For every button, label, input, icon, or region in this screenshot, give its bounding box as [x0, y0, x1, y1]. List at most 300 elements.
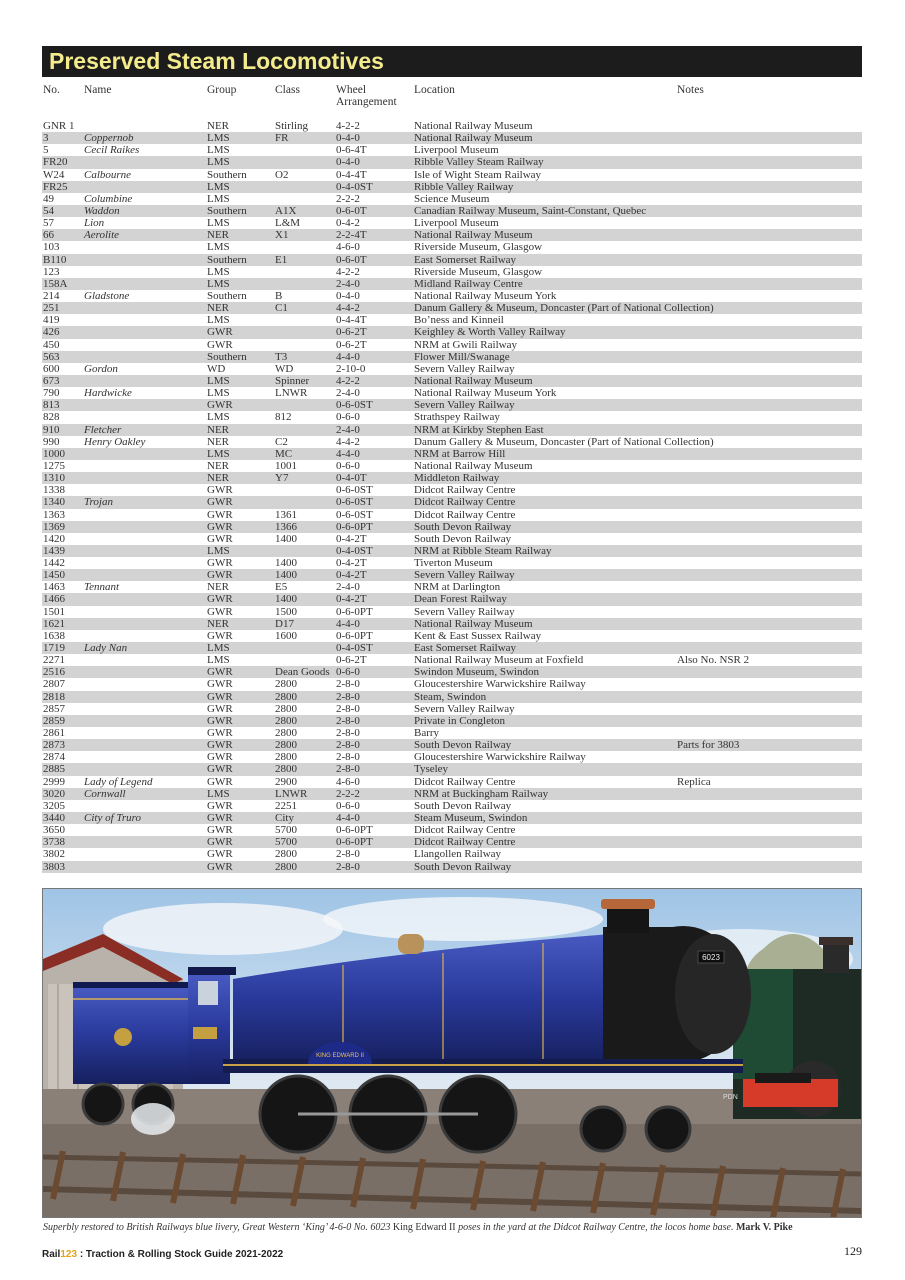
- cell-wheel: 2-4-0: [336, 423, 360, 436]
- cell-class: 2800: [275, 739, 297, 752]
- cell-class: Spinner: [275, 374, 310, 387]
- cell-no: 1466: [43, 593, 65, 606]
- cell-wheel: 0-4-2T: [336, 532, 367, 545]
- cell-loc: National Railway Museum York: [414, 387, 557, 400]
- cell-loc: Science Museum: [414, 192, 490, 205]
- cell-no: 2861: [43, 727, 65, 740]
- cell-group: GWR: [207, 824, 233, 837]
- cell-wheel: 4-4-2: [336, 435, 360, 448]
- cell-wheel: 0-6-0: [336, 411, 360, 424]
- cell-group: GWR: [207, 836, 233, 849]
- cell-group: GWR: [207, 812, 233, 825]
- cell-group: GWR: [207, 532, 233, 545]
- cell-wheel: 0-6-0ST: [336, 496, 373, 509]
- cell-name: Lady of Legend: [84, 775, 153, 788]
- cell-no: FR25: [43, 180, 68, 193]
- cell-name: Calbourne: [84, 168, 132, 181]
- cell-wheel: 4-2-2: [336, 265, 360, 278]
- cell-no: 1719: [43, 642, 65, 655]
- table-row: [42, 666, 862, 678]
- cell-group: LMS: [207, 642, 230, 655]
- cell-class: O2: [275, 168, 289, 181]
- table-row: [42, 460, 862, 472]
- cell-group: GWR: [207, 860, 233, 873]
- cell-loc: Gloucestershire Warwickshire Railway: [414, 751, 586, 764]
- cell-wheel: 0-6-2T: [336, 338, 367, 351]
- cell-no: 2885: [43, 763, 65, 776]
- cell-group: NER: [207, 302, 229, 315]
- cell-wheel: 0-6-0: [336, 799, 360, 812]
- buffer-plate-text: PDN: [723, 1094, 738, 1101]
- table-row: [42, 375, 862, 387]
- cell-wheel: 2-2-2: [336, 192, 360, 205]
- cell-wheel: 0-4-0: [336, 289, 360, 302]
- table-row: [42, 496, 862, 508]
- cell-notes: Parts for 3803: [677, 739, 740, 752]
- cell-class: D17: [275, 617, 294, 630]
- cell-loc: Danum Gallery & Museum, Doncaster (Part of National Collection): [414, 302, 714, 315]
- cell-loc: National Railway Museum York: [414, 289, 557, 302]
- cell-group: GWR: [207, 763, 233, 776]
- cell-loc: Gloucestershire Warwickshire Railway: [414, 678, 586, 691]
- cell-loc: Ribble Valley Railway: [414, 180, 514, 193]
- cell-wheel: 2-8-0: [336, 678, 360, 691]
- cell-class: 2800: [275, 727, 297, 740]
- cell-wheel: 0-4-0ST: [336, 642, 373, 655]
- cell-no: 1310: [43, 472, 65, 485]
- cell-wheel: 0-4-4T: [336, 168, 367, 181]
- cell-class: 1500: [275, 605, 297, 618]
- cell-loc: South Devon Railway: [414, 532, 512, 545]
- cell-name: Cecil Raikes: [84, 144, 140, 157]
- cell-no: 158A: [43, 277, 68, 290]
- cell-name: Hardwicke: [84, 387, 132, 400]
- cell-no: 5: [43, 144, 49, 157]
- cell-wheel: 4-4-0: [336, 350, 360, 363]
- cell-loc: NRM at Barrow Hill: [414, 447, 506, 460]
- cell-no: 3: [43, 132, 49, 145]
- cell-class: 2900: [275, 775, 297, 788]
- cell-wheel: 2-8-0: [336, 860, 360, 873]
- cell-wheel: 0-6-4T: [336, 144, 367, 157]
- cell-loc: Strathspey Railway: [414, 411, 500, 424]
- cell-class: Y7: [275, 472, 289, 485]
- cell-group: Southern: [207, 253, 247, 266]
- cell-no: 2516: [43, 666, 65, 679]
- cell-no: 1338: [43, 484, 65, 497]
- table-row: [42, 351, 862, 363]
- cell-group: LMS: [207, 314, 230, 327]
- cell-name: City of Truro: [84, 812, 142, 825]
- table-row: [42, 848, 862, 860]
- cell-loc: Ribble Valley Steam Railway: [414, 156, 544, 169]
- cell-loc: Liverpool Museum: [414, 144, 499, 157]
- cell-no: 3440: [43, 812, 65, 825]
- cell-group: GWR: [207, 678, 233, 691]
- cell-wheel: 0-4-2T: [336, 557, 367, 570]
- cell-no: 910: [43, 423, 60, 436]
- header-name: Name: [84, 84, 112, 96]
- cell-loc: Isle of Wight Steam Railway: [414, 168, 542, 181]
- cell-group: Southern: [207, 168, 247, 181]
- cell-group: GWR: [207, 605, 233, 618]
- page-title: Preserved Steam Locomotives: [42, 46, 862, 77]
- buffer-beam: [743, 1079, 838, 1107]
- cell-group: NER: [207, 435, 229, 448]
- cell-no: FR20: [43, 156, 68, 169]
- cell-no: 1450: [43, 569, 65, 582]
- cell-group: LMS: [207, 654, 230, 667]
- table-row: [42, 387, 862, 399]
- cell-loc: Steam Museum, Swindon: [414, 812, 528, 825]
- cell-class: E5: [275, 581, 288, 594]
- cell-group: WD: [207, 362, 226, 375]
- cell-no: 1501: [43, 605, 65, 618]
- cell-wheel: 2-4-0: [336, 387, 360, 400]
- table-row: [42, 581, 862, 593]
- cell-loc: Didcot Railway Centre: [414, 484, 516, 497]
- table-row: [42, 241, 862, 253]
- cell-no: 66: [43, 229, 54, 242]
- cell-loc: East Somerset Railway: [414, 253, 517, 266]
- table-row: [42, 739, 862, 751]
- cell-wheel: 0-4-0T: [336, 472, 367, 485]
- cell-wheel: 0-6-0ST: [336, 508, 373, 521]
- cell-class: LNWR: [275, 787, 308, 800]
- cell-no: 1000: [43, 447, 65, 460]
- cell-wheel: 2-8-0: [336, 714, 360, 727]
- cell-no: 1442: [43, 557, 65, 570]
- cell-wheel: 4-4-0: [336, 617, 360, 630]
- cell-wheel: 2-8-0: [336, 751, 360, 764]
- cell-group: LMS: [207, 241, 230, 254]
- cell-loc: South Devon Railway: [414, 799, 512, 812]
- table-row: [42, 120, 862, 132]
- cell-loc: Tiverton Museum: [414, 557, 493, 570]
- table-row: [42, 788, 862, 800]
- cell-loc: South Devon Railway: [414, 860, 512, 873]
- table-row: [42, 812, 862, 824]
- table-row: [42, 533, 862, 545]
- cell-no: 251: [43, 302, 60, 315]
- cell-no: 563: [43, 350, 60, 363]
- cell-wheel: 0-6-0: [336, 459, 360, 472]
- table-row: [42, 727, 862, 739]
- cell-group: LMS: [207, 217, 230, 230]
- cell-no: 1340: [43, 496, 65, 509]
- cell-wheel: 0-6-0T: [336, 253, 367, 266]
- cell-group: LMS: [207, 277, 230, 290]
- cell-name: Henry Oakley: [84, 435, 146, 448]
- table-row: [42, 290, 862, 302]
- cell-wheel: 0-6-0T: [336, 204, 367, 217]
- cell-group: LMS: [207, 387, 230, 400]
- cell-class: 1361: [275, 508, 297, 521]
- cell-wheel: 0-6-0: [336, 666, 360, 679]
- cell-loc: NRM at Darlington: [414, 581, 501, 594]
- cell-group: GWR: [207, 508, 233, 521]
- cell-name: Gordon: [84, 362, 118, 375]
- table-row: [42, 302, 862, 314]
- table-row: [42, 763, 862, 775]
- cell-wheel: 4-4-2: [336, 302, 360, 315]
- cell-no: 2818: [43, 690, 65, 703]
- cell-loc: NRM at Ribble Steam Railway: [414, 544, 552, 557]
- cell-group: NER: [207, 423, 229, 436]
- cell-loc: Riverside Museum, Glasgow: [414, 241, 543, 254]
- cell-loc: Flower Mill/Swanage: [414, 350, 510, 363]
- cell-no: 2873: [43, 739, 65, 752]
- cell-wheel: 0-6-0ST: [336, 484, 373, 497]
- cell-class: 1400: [275, 532, 297, 545]
- table-row: [42, 569, 862, 581]
- header-notes: Notes: [677, 84, 704, 96]
- cell-class: C1: [275, 302, 288, 315]
- cell-class: FR: [275, 132, 289, 145]
- cell-wheel: 0-4-2T: [336, 569, 367, 582]
- cell-class: T3: [275, 350, 288, 363]
- table-row: [42, 217, 862, 229]
- cell-group: GWR: [207, 520, 233, 533]
- cell-wheel: 2-4-0: [336, 581, 360, 594]
- cell-no: 2857: [43, 702, 65, 715]
- cell-group: LMS: [207, 544, 230, 557]
- cell-class: Dean Goods: [275, 666, 330, 679]
- cell-class: X1: [275, 229, 289, 242]
- cell-no: 790: [43, 387, 60, 400]
- cell-no: 1275: [43, 459, 65, 472]
- table-row: [42, 326, 862, 338]
- cell-no: B110: [43, 253, 67, 266]
- cell-loc: Riverside Museum, Glasgow: [414, 265, 543, 278]
- cell-no: 103: [43, 241, 60, 254]
- cell-name: Waddon: [84, 204, 120, 217]
- table-row: [42, 436, 862, 448]
- table-row: [42, 715, 862, 727]
- cell-no: 1638: [43, 629, 65, 642]
- cell-group: GWR: [207, 326, 233, 339]
- cell-group: GWR: [207, 727, 233, 740]
- cell-class: WD: [275, 362, 294, 375]
- steam: [131, 1103, 175, 1135]
- cell-no: 1439: [43, 544, 65, 557]
- cell-group: NER: [207, 617, 229, 630]
- cell-group: GWR: [207, 569, 233, 582]
- cell-class: 812: [275, 411, 292, 424]
- cell-loc: National Railway Museum: [414, 229, 533, 242]
- table-row: [42, 132, 862, 144]
- cell-group: LMS: [207, 132, 230, 145]
- cell-loc: Private in Congleton: [414, 714, 506, 727]
- cell-wheel: 2-2-2: [336, 787, 360, 800]
- cell-group: LMS: [207, 374, 230, 387]
- cell-group: NER: [207, 581, 229, 594]
- footer-brand-number: 123: [60, 1249, 78, 1260]
- cell-class: B: [275, 289, 283, 302]
- cell-no: 3650: [43, 824, 65, 837]
- cell-class: 2800: [275, 763, 297, 776]
- king-class-locomotive-illustration: [43, 889, 862, 1218]
- header-class: Class: [275, 84, 300, 96]
- cell-wheel: 0-6-0PT: [336, 605, 373, 618]
- nameplate-text: KING EDWARD II: [316, 1053, 364, 1059]
- table-row: [42, 618, 862, 630]
- cell-wheel: 4-4-0: [336, 447, 360, 460]
- cell-class: 2251: [275, 799, 297, 812]
- cell-no: 813: [43, 399, 60, 412]
- cell-no: 1369: [43, 520, 65, 533]
- table-row: [42, 836, 862, 848]
- cell-no: 1420: [43, 532, 65, 545]
- cell-loc: Severn Valley Railway: [414, 605, 515, 618]
- cell-class: 5700: [275, 836, 297, 849]
- cell-wheel: 0-4-0ST: [336, 544, 373, 557]
- cell-no: 3738: [43, 836, 65, 849]
- cell-loc: Kent & East Sussex Railway: [414, 629, 542, 642]
- cell-group: NER: [207, 459, 229, 472]
- cell-wheel: 2-10-0: [336, 362, 366, 375]
- cell-loc: NRM at Buckingham Railway: [414, 787, 549, 800]
- table-row: [42, 642, 862, 654]
- table-row: [42, 169, 862, 181]
- cell-wheel: 4-6-0: [336, 241, 360, 254]
- cell-no: W24: [43, 168, 65, 181]
- cell-name: Cornwall: [84, 787, 126, 800]
- cell-loc: Liverpool Museum: [414, 217, 499, 230]
- cell-loc: Didcot Railway Centre: [414, 508, 516, 521]
- table-row: [42, 678, 862, 690]
- cell-loc: National Railway Museum: [414, 617, 533, 630]
- cell-loc: Llangollen Railway: [414, 848, 502, 861]
- cell-loc: National Railway Museum: [414, 120, 533, 132]
- cell-class: 1400: [275, 569, 297, 582]
- cell-wheel: 4-6-0: [336, 775, 360, 788]
- cell-group: LMS: [207, 447, 230, 460]
- smokebox-number: 6023: [702, 953, 720, 962]
- photo-caption: [43, 1221, 863, 1234]
- table-row: [42, 254, 862, 266]
- cell-name: Columbine: [84, 192, 133, 205]
- table-row: [42, 824, 862, 836]
- table-row: [42, 691, 862, 703]
- cell-loc: Severn Valley Railway: [414, 362, 515, 375]
- cell-class: 5700: [275, 824, 297, 837]
- page-number: 129: [844, 1244, 862, 1258]
- cell-loc: National Railway Museum at Foxfield: [414, 654, 584, 667]
- cell-no: 990: [43, 435, 60, 448]
- cell-wheel: 0-4-0ST: [336, 180, 373, 193]
- cell-wheel: 0-6-2T: [336, 654, 367, 667]
- cell-name: Fletcher: [84, 423, 122, 436]
- table-row: [42, 509, 862, 521]
- table-row: [42, 654, 862, 666]
- cell-wheel: 2-8-0: [336, 763, 360, 776]
- cell-no: 2807: [43, 678, 65, 691]
- cell-wheel: 2-8-0: [336, 727, 360, 740]
- table-row: [42, 266, 862, 278]
- cell-loc: Severn Valley Railway: [414, 569, 515, 582]
- cell-wheel: 0-4-2: [336, 217, 360, 230]
- cell-group: LMS: [207, 411, 230, 424]
- table-row: [42, 861, 862, 873]
- cell-group: GWR: [207, 751, 233, 764]
- table-row: [42, 181, 862, 193]
- cell-name: Aerolite: [84, 229, 120, 242]
- table-row: [42, 156, 862, 168]
- table-row: [42, 800, 862, 812]
- safety-valve-bonnet: [398, 934, 424, 954]
- cell-wheel: 2-2-4T: [336, 229, 367, 242]
- cell-group: LMS: [207, 265, 230, 278]
- cell-class: 2800: [275, 848, 297, 861]
- cell-group: GWR: [207, 399, 233, 412]
- cell-wheel: 4-2-2: [336, 374, 360, 387]
- cell-loc: Bo’ness and Kinneil: [414, 314, 504, 327]
- locomotive-table: [42, 120, 862, 873]
- cell-class: 1600: [275, 629, 297, 642]
- cell-no: 1363: [43, 508, 65, 521]
- cabside-number: [193, 1027, 217, 1039]
- table-row: [42, 751, 862, 763]
- table-row: [42, 339, 862, 351]
- cell-no: 426: [43, 326, 60, 339]
- cell-class: A1X: [275, 204, 297, 217]
- cell-group: GWR: [207, 484, 233, 497]
- cell-class: 2800: [275, 714, 297, 727]
- cell-loc: Keighley & Worth Valley Railway: [414, 326, 566, 339]
- cell-group: Southern: [207, 204, 247, 217]
- cell-wheel: 0-4-0: [336, 156, 360, 169]
- cell-loc: East Somerset Railway: [414, 642, 517, 655]
- cell-loc: Middleton Railway: [414, 472, 500, 485]
- cell-wheel: 2-8-0: [336, 848, 360, 861]
- cell-group: LMS: [207, 787, 230, 800]
- cell-no: 2271: [43, 654, 65, 667]
- cell-class: 2800: [275, 860, 297, 873]
- table-row: [42, 411, 862, 423]
- cell-class: L&M: [275, 217, 301, 230]
- cell-loc: Swindon Museum, Swindon: [414, 666, 539, 679]
- cell-loc: South Devon Railway: [414, 520, 512, 533]
- cell-loc: Severn Valley Railway: [414, 399, 515, 412]
- locomotive-photo: [42, 888, 862, 1218]
- cell-group: GWR: [207, 702, 233, 715]
- cell-group: GWR: [207, 799, 233, 812]
- cell-no: 600: [43, 362, 60, 375]
- cell-loc: Didcot Railway Centre: [414, 836, 516, 849]
- caption-loco-name: King Edward II: [392, 1222, 456, 1233]
- cell-loc: Tyseley: [414, 763, 449, 776]
- cell-group: GWR: [207, 629, 233, 642]
- cell-no: 2874: [43, 751, 65, 764]
- cell-notes: Also No. NSR 2: [677, 654, 750, 667]
- cell-group: NER: [207, 120, 229, 132]
- cell-no: 3020: [43, 787, 65, 800]
- cell-name: Tennant: [84, 581, 120, 594]
- cell-name: Lion: [84, 217, 105, 230]
- table-row: [42, 703, 862, 715]
- cell-no: 3803: [43, 860, 65, 873]
- cell-no: 214: [43, 289, 60, 302]
- cell-no: 3802: [43, 848, 65, 861]
- cell-no: GNR 1: [43, 120, 75, 132]
- cell-class: E1: [275, 253, 288, 266]
- cell-loc: National Railway Museum: [414, 459, 533, 472]
- cell-class: LNWR: [275, 387, 308, 400]
- cell-wheel: 0-6-0PT: [336, 836, 373, 849]
- table-row: [42, 363, 862, 375]
- photo-credit: Mark V. Pike: [735, 1222, 793, 1233]
